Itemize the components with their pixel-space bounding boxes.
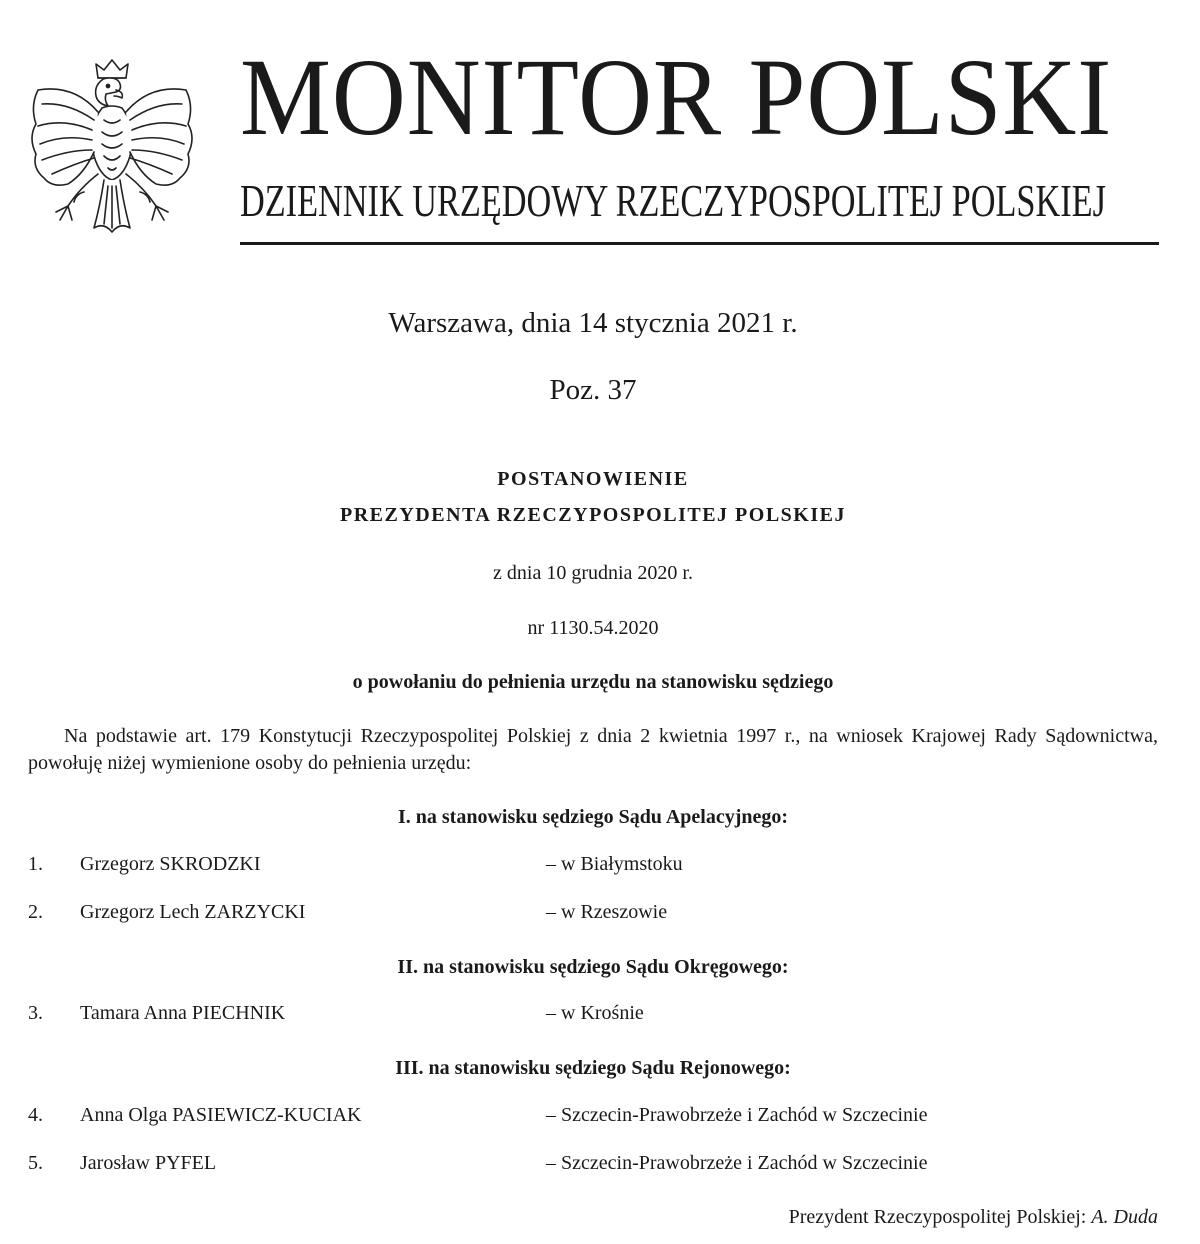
masthead-subtitle: DZIENNIK URZĘDOWY RZECZYPOSPOLITEJ POLSKIEJ [240, 175, 1106, 226]
section-heading-regional: II. na stanowisku sędziego Sądu Okręgowego: [397, 956, 789, 978]
section-heading-district: III. na stanowisku sędziego Sądu Rejonowego: [395, 1057, 791, 1079]
signature [789, 1206, 1158, 1229]
masthead-title: MONITOR POLSKI [240, 36, 1113, 158]
appointee-place: – w Rzeszowie [546, 901, 668, 923]
issue-date: Warszawa, dnia 14 stycznia 2021 r. [388, 307, 798, 339]
appointee-name: Grzegorz SKRODZKI [80, 853, 261, 875]
preamble: Na podstawie art. 179 Konstytucji Rzeczypospolitej Polskiej z dnia 2 kwietnia 1997 r., na wniosek Krajowej Rady Sądownictwa, powołuję niżej wymienione osoby do pełnienia urzędu: [28, 725, 1158, 774]
appointee-name: Tamara Anna PIECHNIK [80, 1002, 286, 1024]
appointee-number: 4. [28, 1104, 43, 1126]
section-heading-appellate: I. na stanowisku sędziego Sądu Apelacyjnego: [397, 806, 789, 828]
appointee-place: – w Krośnie [546, 1002, 644, 1024]
signature-role: Prezydent Rzeczypospolitej Polskiej: [788, 1206, 1087, 1228]
appointee-number: 2. [28, 901, 43, 923]
signature-name: A. Duda [1091, 1206, 1158, 1228]
appointee-name: Grzegorz Lech ZARZYCKI [80, 901, 306, 923]
appointee-number: 5. [28, 1152, 43, 1174]
appointee-place: – Szczecin-Prawobrzeże i Zachód w Szczecinie [546, 1104, 928, 1126]
appointee-name: Anna Olga PASIEWICZ-KUCIAK [80, 1104, 362, 1126]
act-subject: o powołaniu do pełnienia urzędu na stanowisku sędziego [352, 671, 834, 693]
appointee-name: Jarosław PYFEL [80, 1152, 217, 1174]
act-issuer: PREZYDENTA RZECZYPOSPOLITEJ POLSKIEJ [340, 504, 846, 526]
masthead [240, 36, 1160, 226]
appointee-number: 1. [28, 853, 43, 875]
act-number: nr 1130.54.2020 [527, 617, 659, 639]
act-date: z dnia 10 grudnia 2020 r. [493, 562, 693, 584]
position-number: Poz. 37 [549, 374, 637, 406]
appointee-place: – w Białymstoku [546, 853, 683, 875]
appointee-number: 3. [28, 1002, 43, 1024]
appointee-place: – Szczecin-Prawobrzeże i Zachód w Szczecinie [546, 1152, 928, 1174]
polish-eagle-emblem-icon [24, 56, 200, 250]
masthead-rule [240, 242, 1159, 245]
act-type: POSTANOWIENIE [497, 468, 689, 490]
